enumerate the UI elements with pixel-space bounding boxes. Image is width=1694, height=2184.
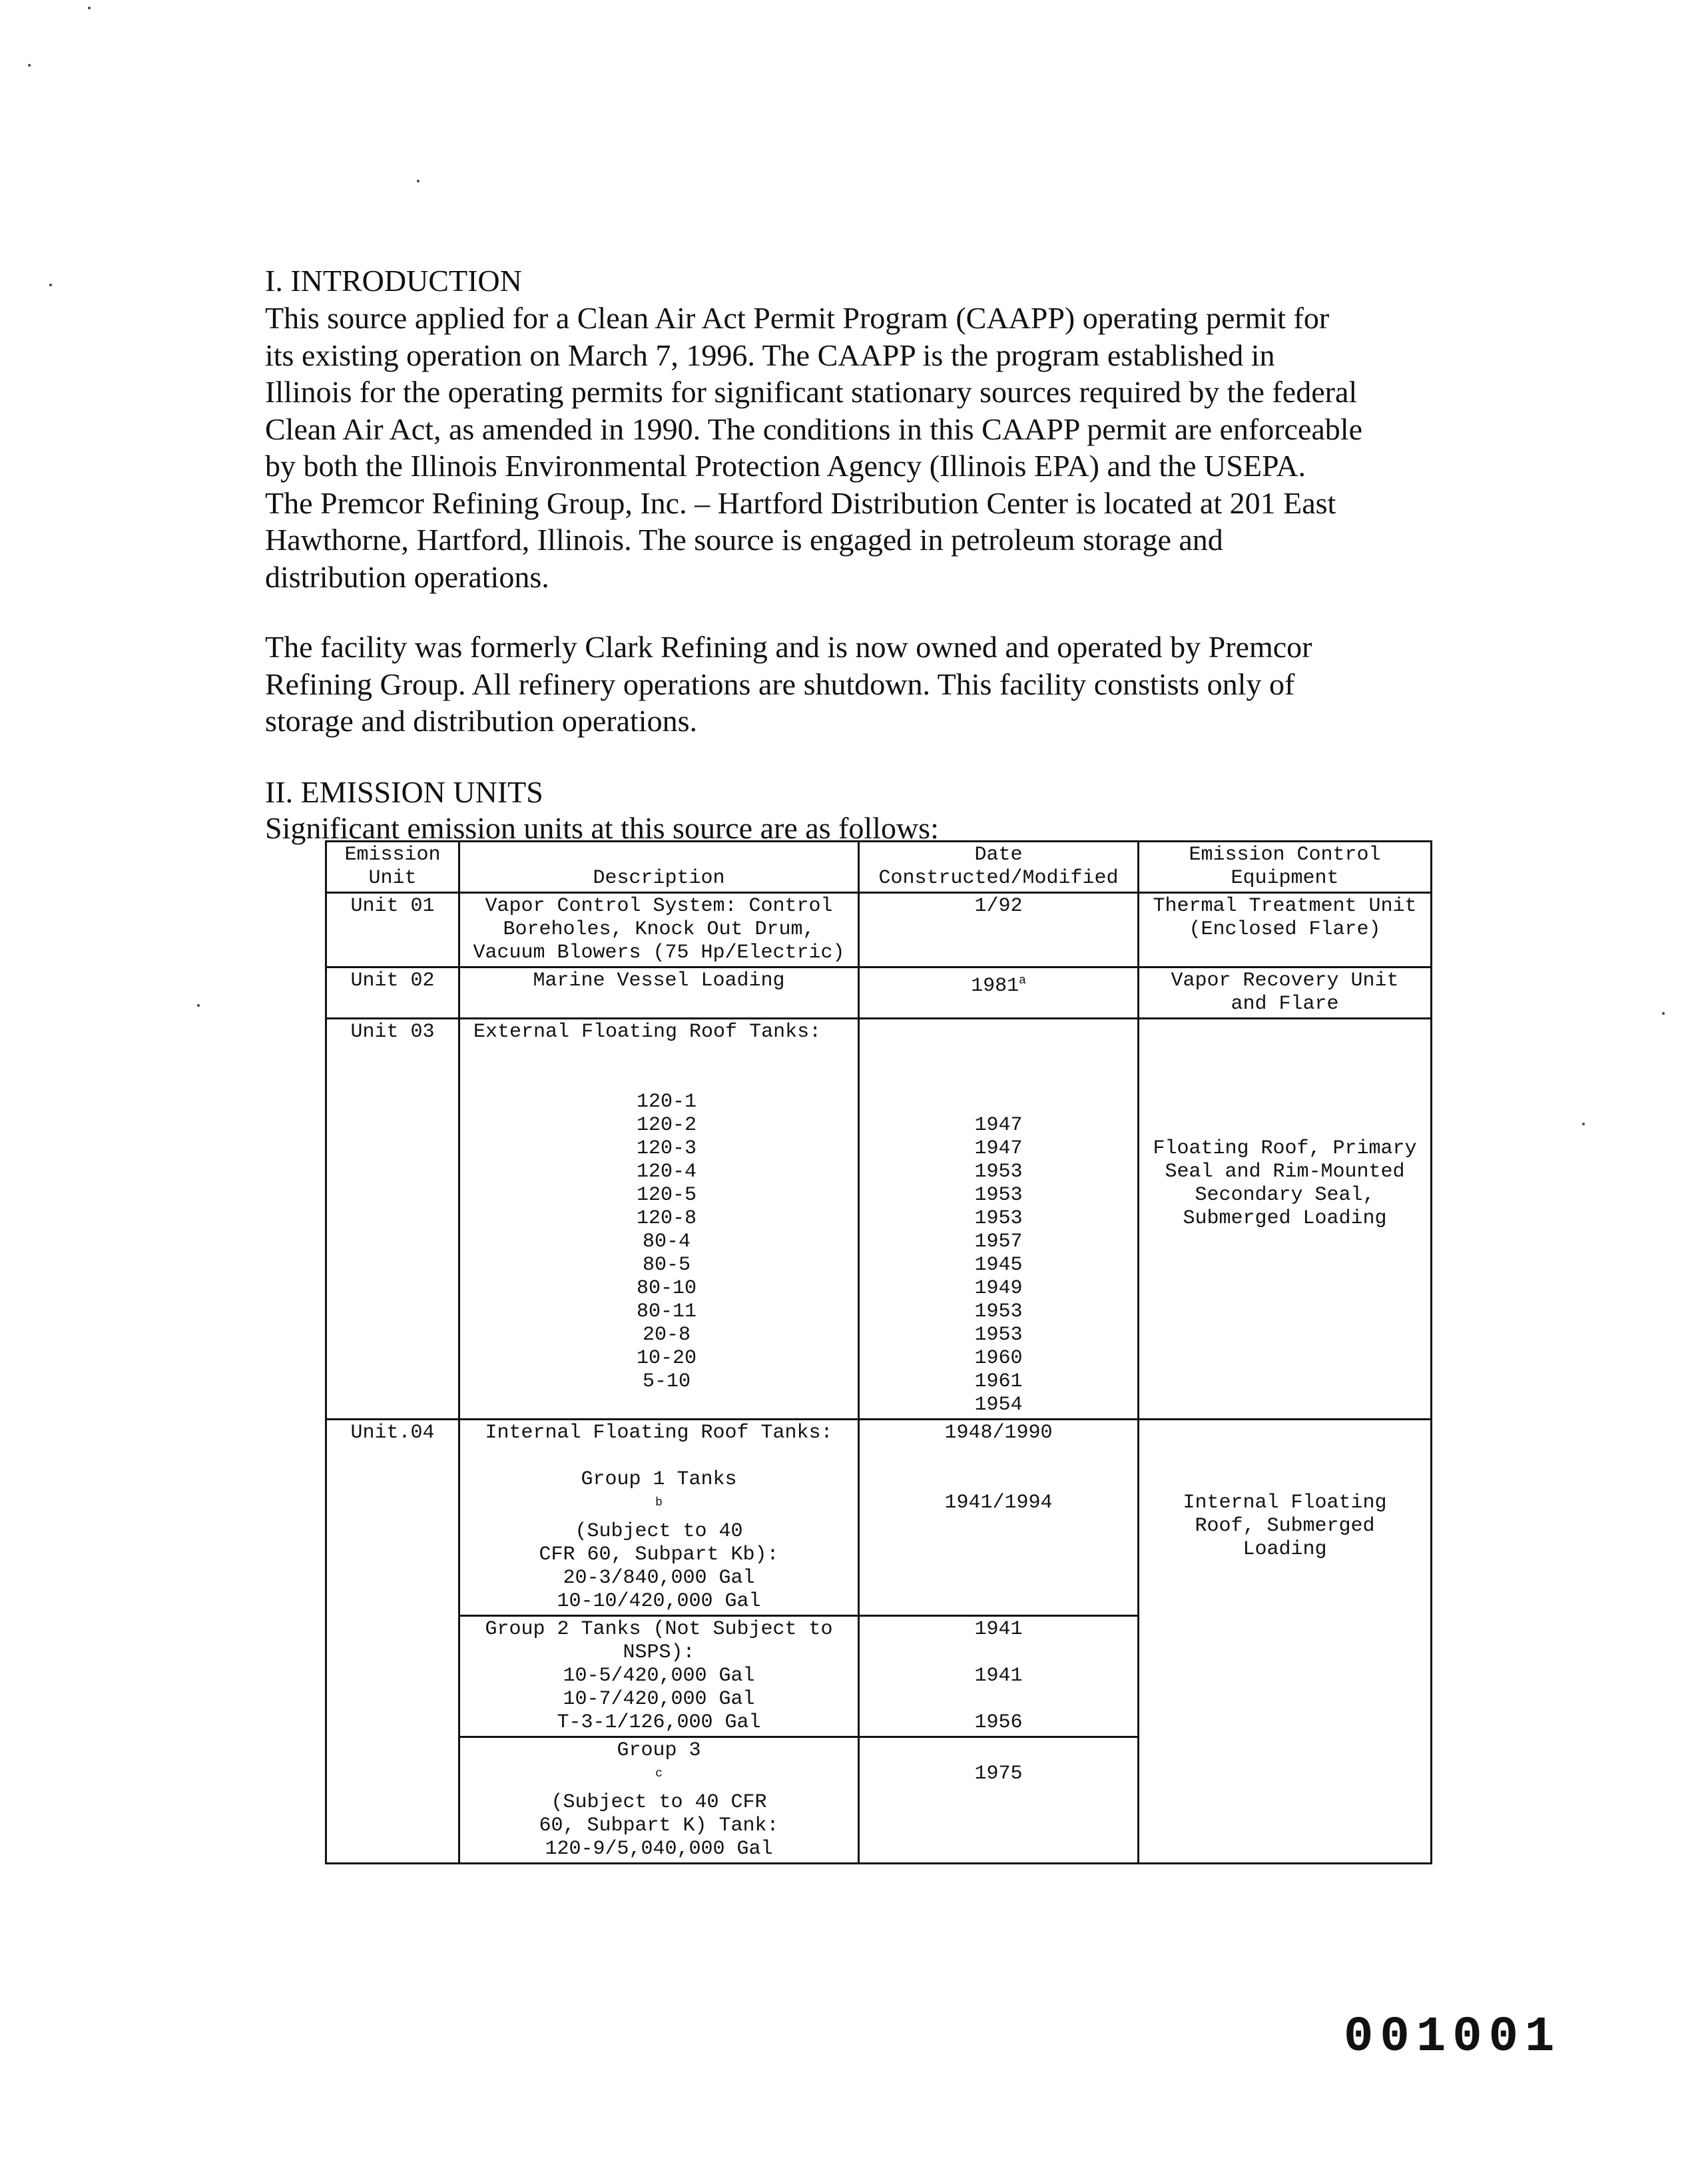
cell-text: CFR 60, Subpart Kb):: [539, 1543, 779, 1566]
intro-line: distribution operations.: [265, 559, 549, 594]
tank-id: 5-10: [642, 1370, 691, 1393]
description-cell: [459, 1737, 859, 1864]
header-date: [859, 842, 1139, 893]
intro-heading: I. INTRODUCTION: [265, 264, 522, 298]
header-text: Emission: [344, 844, 441, 866]
cell-text: 10-7/420,000 Gal: [563, 1688, 755, 1711]
spacer: [1143, 1021, 1426, 1137]
cell-text: Vapor Control System: Control: [485, 895, 833, 918]
tank-date: 1957: [974, 1230, 1023, 1253]
control-cell: [1139, 1420, 1432, 1864]
tank-id: 120-1: [636, 1091, 697, 1113]
control-cell: [1139, 1019, 1432, 1420]
table-row: [326, 893, 1432, 967]
cell-text: 1941: [974, 1665, 1023, 1687]
tank-id: 80-4: [642, 1230, 691, 1253]
intro-line: Illinois for the operating permits for significant stationary sources required by the federal: [265, 375, 1358, 409]
cell-text: T-3-1/126,000 Gal: [557, 1711, 761, 1734]
cell-text: 1981: [971, 975, 1019, 997]
footnote-mark: c: [655, 1767, 663, 1780]
cell-text: (Subject to 40: [575, 1520, 743, 1543]
tank-id: 80-5: [642, 1254, 691, 1276]
tank-date-list: [864, 1114, 1133, 1417]
tank-id: 20-8: [642, 1324, 691, 1346]
control-cell: [1139, 893, 1432, 967]
cell-text: Floating Roof, Primary: [1153, 1137, 1417, 1160]
cell-text: Thermal Treatment Unit: [1153, 895, 1417, 918]
cell-text: Group 3: [617, 1739, 701, 1762]
cell-text: [464, 1468, 854, 1543]
tank-list: [620, 1091, 713, 1394]
tank-id: 120-2: [636, 1114, 697, 1137]
cell-text: NSPS):: [623, 1641, 695, 1664]
cell-text: 1941/1994: [944, 1492, 1053, 1514]
header-description: Description: [459, 842, 859, 893]
intro-line: by both the Illinois Environmental Protection Agency (Illinois EPA) and the USEPA.: [265, 449, 1306, 483]
cell-text: Vacuum Blowers (75 Hp/Electric): [473, 942, 845, 964]
spacer: [473, 1044, 854, 1091]
facility-paragraph: [265, 629, 1410, 740]
tank-date: 1947: [974, 1137, 1023, 1160]
header-text: Unit: [368, 867, 417, 890]
table-row: [326, 1019, 1432, 1420]
facility-line: storage and distribution operations.: [265, 704, 697, 738]
page-number: 001001: [1344, 2010, 1561, 2065]
scan-speck: [28, 64, 31, 67]
date-cell: [859, 1737, 1139, 1864]
spacer: [864, 1739, 1133, 1763]
intro-line: its existing operation on March 7, 1996. The CAAPP is the program established in: [265, 338, 1275, 372]
unit-cell: Unit 02: [326, 967, 459, 1019]
header-control-equipment: [1139, 842, 1432, 893]
tank-date: 1949: [974, 1277, 1023, 1300]
tank-date: 1954: [974, 1394, 1023, 1416]
spacer: [864, 1021, 1133, 1114]
table-row: [326, 1420, 1432, 1616]
tank-date: 1953: [974, 1207, 1023, 1230]
tank-date: 1961: [974, 1370, 1023, 1393]
intro-paragraph: [265, 300, 1410, 595]
cell-text: Group 2 Tanks (Not Subject to: [485, 1618, 833, 1641]
cell-text: 10-10/420,000 Gal: [557, 1590, 761, 1613]
header-text: Date: [974, 844, 1023, 866]
intro-line: This source applied for a Clean Air Act Permit Program (CAAPP) operating permit for: [265, 301, 1330, 335]
description-cell: [459, 1616, 859, 1737]
cell-text: Roof, Submerged: [1195, 1515, 1375, 1537]
unit-cell: Unit 03: [326, 1019, 459, 1420]
cell-text: [464, 1739, 854, 1814]
scan-speck: [88, 7, 91, 9]
tank-date: 1945: [974, 1254, 1023, 1276]
spacer: [1143, 1422, 1426, 1492]
date-cell: 1/92: [859, 893, 1139, 967]
intro-line: The Premcor Refining Group, Inc. – Hartford Distribution Center is located at 201 East: [265, 485, 1336, 520]
footnote-mark: b: [655, 1496, 663, 1509]
cell-text: Submerged Loading: [1183, 1207, 1387, 1230]
cell-text: 1941: [974, 1618, 1023, 1641]
table-header-row: [326, 842, 1432, 893]
tank-date: 1960: [974, 1347, 1023, 1370]
header-emission-unit: [326, 842, 459, 893]
cell-text: 20-3/840,000 Gal: [563, 1567, 755, 1589]
tank-date: 1947: [974, 1114, 1023, 1137]
cell-text: Seal and Rim-Mounted: [1165, 1161, 1405, 1183]
facility-line: Refining Group. All refinery operations are shutdown. This facility constists only of: [265, 667, 1295, 701]
intro-line: Clean Air Act, as amended in 1990. The conditions in this CAAPP permit are enforceable: [265, 411, 1362, 446]
spacer: [864, 1688, 1133, 1711]
cell-text: Internal Floating: [1183, 1492, 1387, 1514]
scan-speck: [49, 284, 52, 286]
cell-text: (Subject to 40 CFR: [551, 1791, 767, 1814]
tank-id: 120-3: [636, 1137, 697, 1160]
spacer: [864, 1445, 1133, 1492]
tank-id: 120-4: [636, 1161, 697, 1183]
cell-text: Vapor Recovery Unit: [1171, 969, 1399, 992]
description-cell: Marine Vessel Loading: [459, 967, 859, 1019]
cell-text: Internal Floating Roof Tanks:: [485, 1422, 833, 1444]
date-cell: [859, 1616, 1139, 1737]
control-cell: [1139, 967, 1432, 1019]
cell-text: and Flare: [1231, 993, 1339, 1015]
tank-id: 80-10: [636, 1277, 697, 1300]
cell-text: External Floating Roof Tanks:: [473, 1021, 822, 1043]
header-text: Constructed/Modified: [878, 867, 1119, 890]
emission-heading: II. EMISSION UNITS: [265, 775, 543, 809]
emission-units-table: [325, 840, 1432, 1864]
cell-text: Group 1 Tanks: [581, 1468, 737, 1491]
unit-cell: Unit 01: [326, 893, 459, 967]
date-cell: [859, 1420, 1139, 1616]
scan-speck: [1582, 1123, 1585, 1125]
intro-line: Hawthorne, Hartford, Illinois. The source is engaged in petroleum storage and: [265, 523, 1223, 557]
table-row: [326, 967, 1432, 1019]
date-cell: [859, 1019, 1139, 1420]
cell-text: 120-9/5,040,000 Gal: [545, 1838, 773, 1860]
scan-speck: [1662, 1012, 1665, 1015]
tank-date: 1953: [974, 1300, 1023, 1323]
tank-date: 1953: [974, 1161, 1023, 1183]
tank-id: 10-20: [636, 1347, 697, 1370]
header-text: Emission Control: [1189, 844, 1381, 866]
spacer: [464, 1445, 854, 1468]
cell-text: 10-5/420,000 Gal: [563, 1665, 755, 1687]
cell-text: (Enclosed Flare): [1189, 918, 1381, 941]
scan-speck: [417, 180, 420, 182]
cell-text: 1948/1990: [944, 1422, 1053, 1444]
cell-text: 60, Subpart K) Tank:: [539, 1814, 779, 1837]
description-cell: [459, 1420, 859, 1616]
description-cell: [459, 893, 859, 967]
tank-id: 80-11: [636, 1300, 697, 1323]
cell-text: 1956: [974, 1711, 1023, 1734]
tank-date: 1953: [974, 1324, 1023, 1346]
header-text: Equipment: [1231, 867, 1339, 890]
scan-speck: [197, 1004, 200, 1007]
description-cell: [459, 1019, 859, 1420]
tank-id: 120-8: [636, 1207, 697, 1230]
facility-line: The facility was formerly Clark Refining and is now owned and operated by Premcor: [265, 630, 1312, 664]
cell-text: Secondary Seal,: [1195, 1184, 1375, 1207]
cell-text: Boreholes, Knock Out Drum,: [503, 918, 815, 941]
unit-cell: Unit.04: [326, 1420, 459, 1864]
tank-id: 120-5: [636, 1184, 697, 1207]
spacer: [864, 1641, 1133, 1665]
emission-lead-text: Significant emission units at this source are as follows:: [265, 811, 939, 845]
footnote-mark: a: [1019, 974, 1026, 987]
cell-text: 1975: [974, 1763, 1023, 1785]
tank-date: 1953: [974, 1184, 1023, 1207]
cell-text: Loading: [1243, 1538, 1327, 1561]
date-cell: [859, 967, 1139, 1019]
